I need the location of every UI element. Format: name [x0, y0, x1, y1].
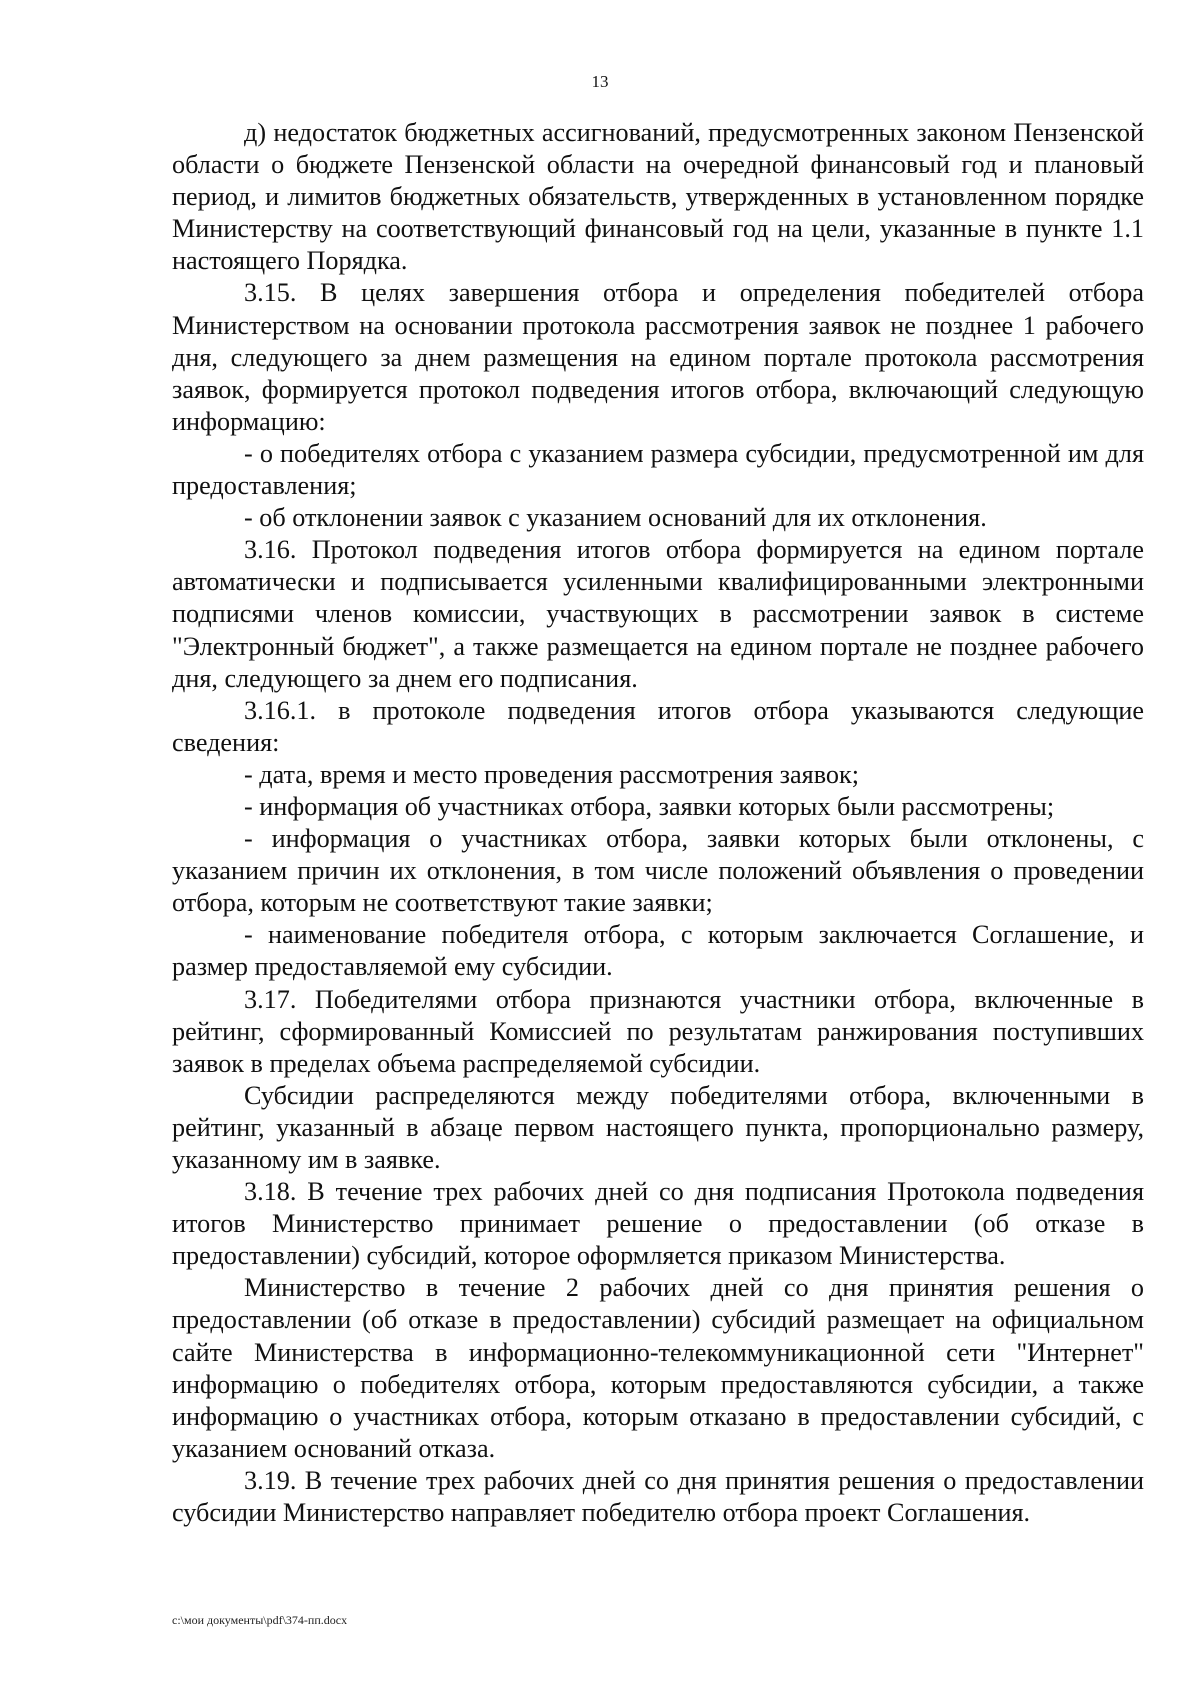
paragraph-ministry-publication: Министерство в течение 2 рабочих дней со дня принятия решения о предоставлении (об отказе в предоставлении) субсидий размещает на официальном сайте Министерства в информационно-телекоммуникационной сети "Интернет" информацию о победителях отбора, которым предоставляются субсидии, а также информацию о участниках отбора, которым отказано в предоставлении субсидий, с указанием оснований отказа. [172, 1273, 1144, 1463]
file-path-footer: c:\мои документы\pdf\374-пп.docx [172, 1613, 348, 1627]
paragraph-3-19: 3.19. В течение трех рабочих дней со дня принятия решения о предоставлении субсидии Министерство направляет победителю отбора проект Соглашения. [172, 1465, 1144, 1528]
list-item-rejections: - об отклонении заявок с указанием оснований для их отклонения. [244, 503, 987, 533]
paragraph-3-16: 3.16. Протокол подведения итогов отбора формируется на едином портале автоматически и подписывается усиленными квалифицированными электронными подписями членов комиссии, участвующих в рассмотрении заявок в системе "Электронный бюджет", а также размещается на едином портале не позднее рабочего дня, следующего за днем его подписания. [172, 535, 1144, 693]
list-item-date-time-place: - дата, время и место проведения рассмотрения заявок; [244, 759, 859, 789]
paragraph-3-18: 3.18. В течение трех рабочих дней со дня подписания Протокола подведения итогов Министерство принимает решение о предоставлении (об отказе в предоставлении) субсидий, которое оформляется приказом Министерства. [172, 1177, 1144, 1271]
list-item-winners: - о победителях отбора с указанием размера субсидии, предусмотренной им для предоставления; [172, 438, 1144, 501]
paragraph-subsidy-distribution: Субсидии распределяются между победителями отбора, включенными в рейтинг, указанный в абзаце первом настоящего пункта, пропорционально размеру, указанному им в заявке. [172, 1080, 1144, 1174]
paragraph-3-17: 3.17. Победителями отбора признаются участники отбора, включенные в рейтинг, сформированный Комиссией по результатам ранжирования поступивших заявок в пределах объема распределяемой субсидии. [172, 984, 1144, 1078]
paragraph-subitem-d: д) недостаток бюджетных ассигнований, предусмотренных законом Пензенской области о бюджете Пензенской области на очередной финансовый год и плановый период, и лимитов бюджетных обязательств, утвержденных в установленном порядке Министерству на соответствующий финансовый год на цели, указанные в пункте 1.1 настоящего Порядка. [172, 118, 1144, 276]
paragraph-3-16-1: 3.16.1. в протоколе подведения итогов отбора указываются следующие сведения: [172, 695, 1144, 757]
document-body [172, 117, 1144, 1529]
list-item-rejected-participants: - информация о участниках отбора, заявки которых были отклонены, с указанием причин их отклонения, в том числе положений объявления о проведении отбора, которым не соответствуют такие заявки; [172, 824, 1144, 918]
page-number: 13 [591, 72, 609, 91]
list-item-winner-name: - наименование победителя отбора, с которым заключается Соглашение, и размер предоставляемой ему субсидии. [172, 920, 1144, 982]
list-item-reviewed-participants: - информация об участниках отбора, заявки которых были рассмотрены; [244, 791, 1055, 821]
paragraph-3-15: 3.15. В целях завершения отбора и определения победителей отбора Министерством на основании протокола рассмотрения заявок не позднее 1 рабочего дня, следующего за днем размещения на едином портале протокола рассмотрения заявок, формируется протокол подведения итогов отбора, включающий следующую информацию: [172, 278, 1144, 436]
